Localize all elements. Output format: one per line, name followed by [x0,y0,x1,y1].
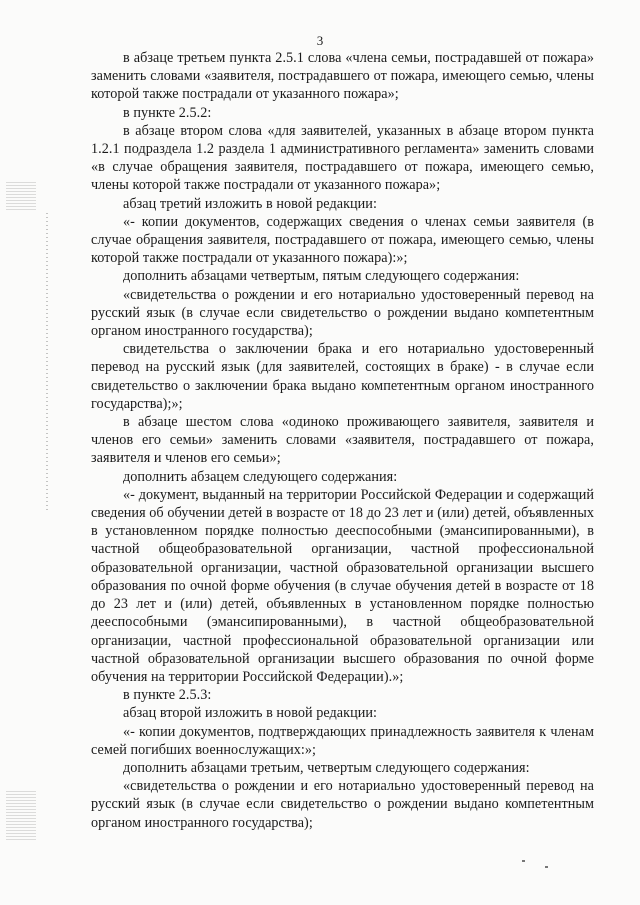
paragraph: «- копии документов, содержащих сведения о членах семьи заявителя (в случае обращения заявителя, пострадавшего от пожара, имеющего семью, члены которой также пострадали от указанного пожара):»; [91,213,594,267]
paragraph: свидетельства о заключении брака и его нотариально удостоверенный перевод на русский язык (для заявителей, состоящих в браке) - в случае если свидетельство о заключении брака выдано компетентным органом иностранного государства);»; [91,341,594,412]
scan-artifact [46,210,48,510]
scan-artifact [545,866,548,868]
scan-artifact [522,860,525,862]
paragraph: дополнить абзацем следующего содержания: [123,468,398,485]
paragraph: «- документ, выданный на территории Российской Федерации и содержащий сведения об обучении детей в возрасте от 18 до 23 лет и (или) детей, объявленных в установленном порядке полностью дееспособными (эмансипированными), в частной общеобразовательной организации, частной профессиональной образовательной организации, частной образовательной организации высшего образования по очной форме обучения (в случае обучения детей в возрасте от 18 до 23 лет и (или) детей, объявленных в установленном порядке полностью дееспособными (эмансипированными), в частной общеобразовательной организации, частной профессиональной образовательной организации или частной образовательной организации высшего образования по очной форме обучения на территории Российской Федерации).»; [91,486,594,685]
paragraph: в пункте 2.5.2: [123,104,212,121]
paragraph: в абзаце третьем пункта 2.5.1 слова «члена семьи, пострадавшей от пожара» заменить словами «заявителя, пострадавшего от пожара, имеющего семью, члены которой также пострадали от указанного пожара»; [91,50,594,103]
paragraph: «свидетельства о рождении и его нотариально удостоверенный перевод на русский язык (в случае если свидетельство о рождении выдано компетентным органом иностранного государства); [91,286,594,340]
paragraph: абзац второй изложить в новой редакции: [123,705,378,722]
paragraph: «- копии документов, подтверждающих принадлежность заявителя к членам семей погибших военнослужащих:»; [91,723,594,758]
paragraph: дополнить абзацами четвертым, пятым следующего содержания: [123,268,520,285]
paragraph: «свидетельства о рождении и его нотариально удостоверенный перевод на русский язык (в случае если свидетельство о рождении выдано компетентным органом иностранного государства); [91,778,594,831]
scan-artifact [6,790,36,840]
page-number: 3 [316,33,324,48]
paragraph: в пункте 2.5.3: [123,687,212,704]
paragraph: в абзаце втором слова «для заявителей, указанных в абзаце втором пункта 1.2.1 подраздела 1.2 раздела 1 административного регламента» заменить словами «в случае обращения заявителя, пострадавшего от пожара, имеющего семью, члены которой также пострадали от указанного пожара»; [91,122,594,194]
paragraph: в абзаце шестом слова «одиноко проживающего заявителя, заявителя и членов его семьи» заменить словами «заявителя, пострадавшего от пожара, заявителя и членов его семьи»; [91,414,594,467]
document-body [91,49,594,832]
paragraph: абзац третий изложить в новой редакции: [123,195,377,212]
scan-artifact [6,180,36,210]
paragraph: дополнить абзацами третьим, четвертым следующего содержания: [123,759,530,776]
